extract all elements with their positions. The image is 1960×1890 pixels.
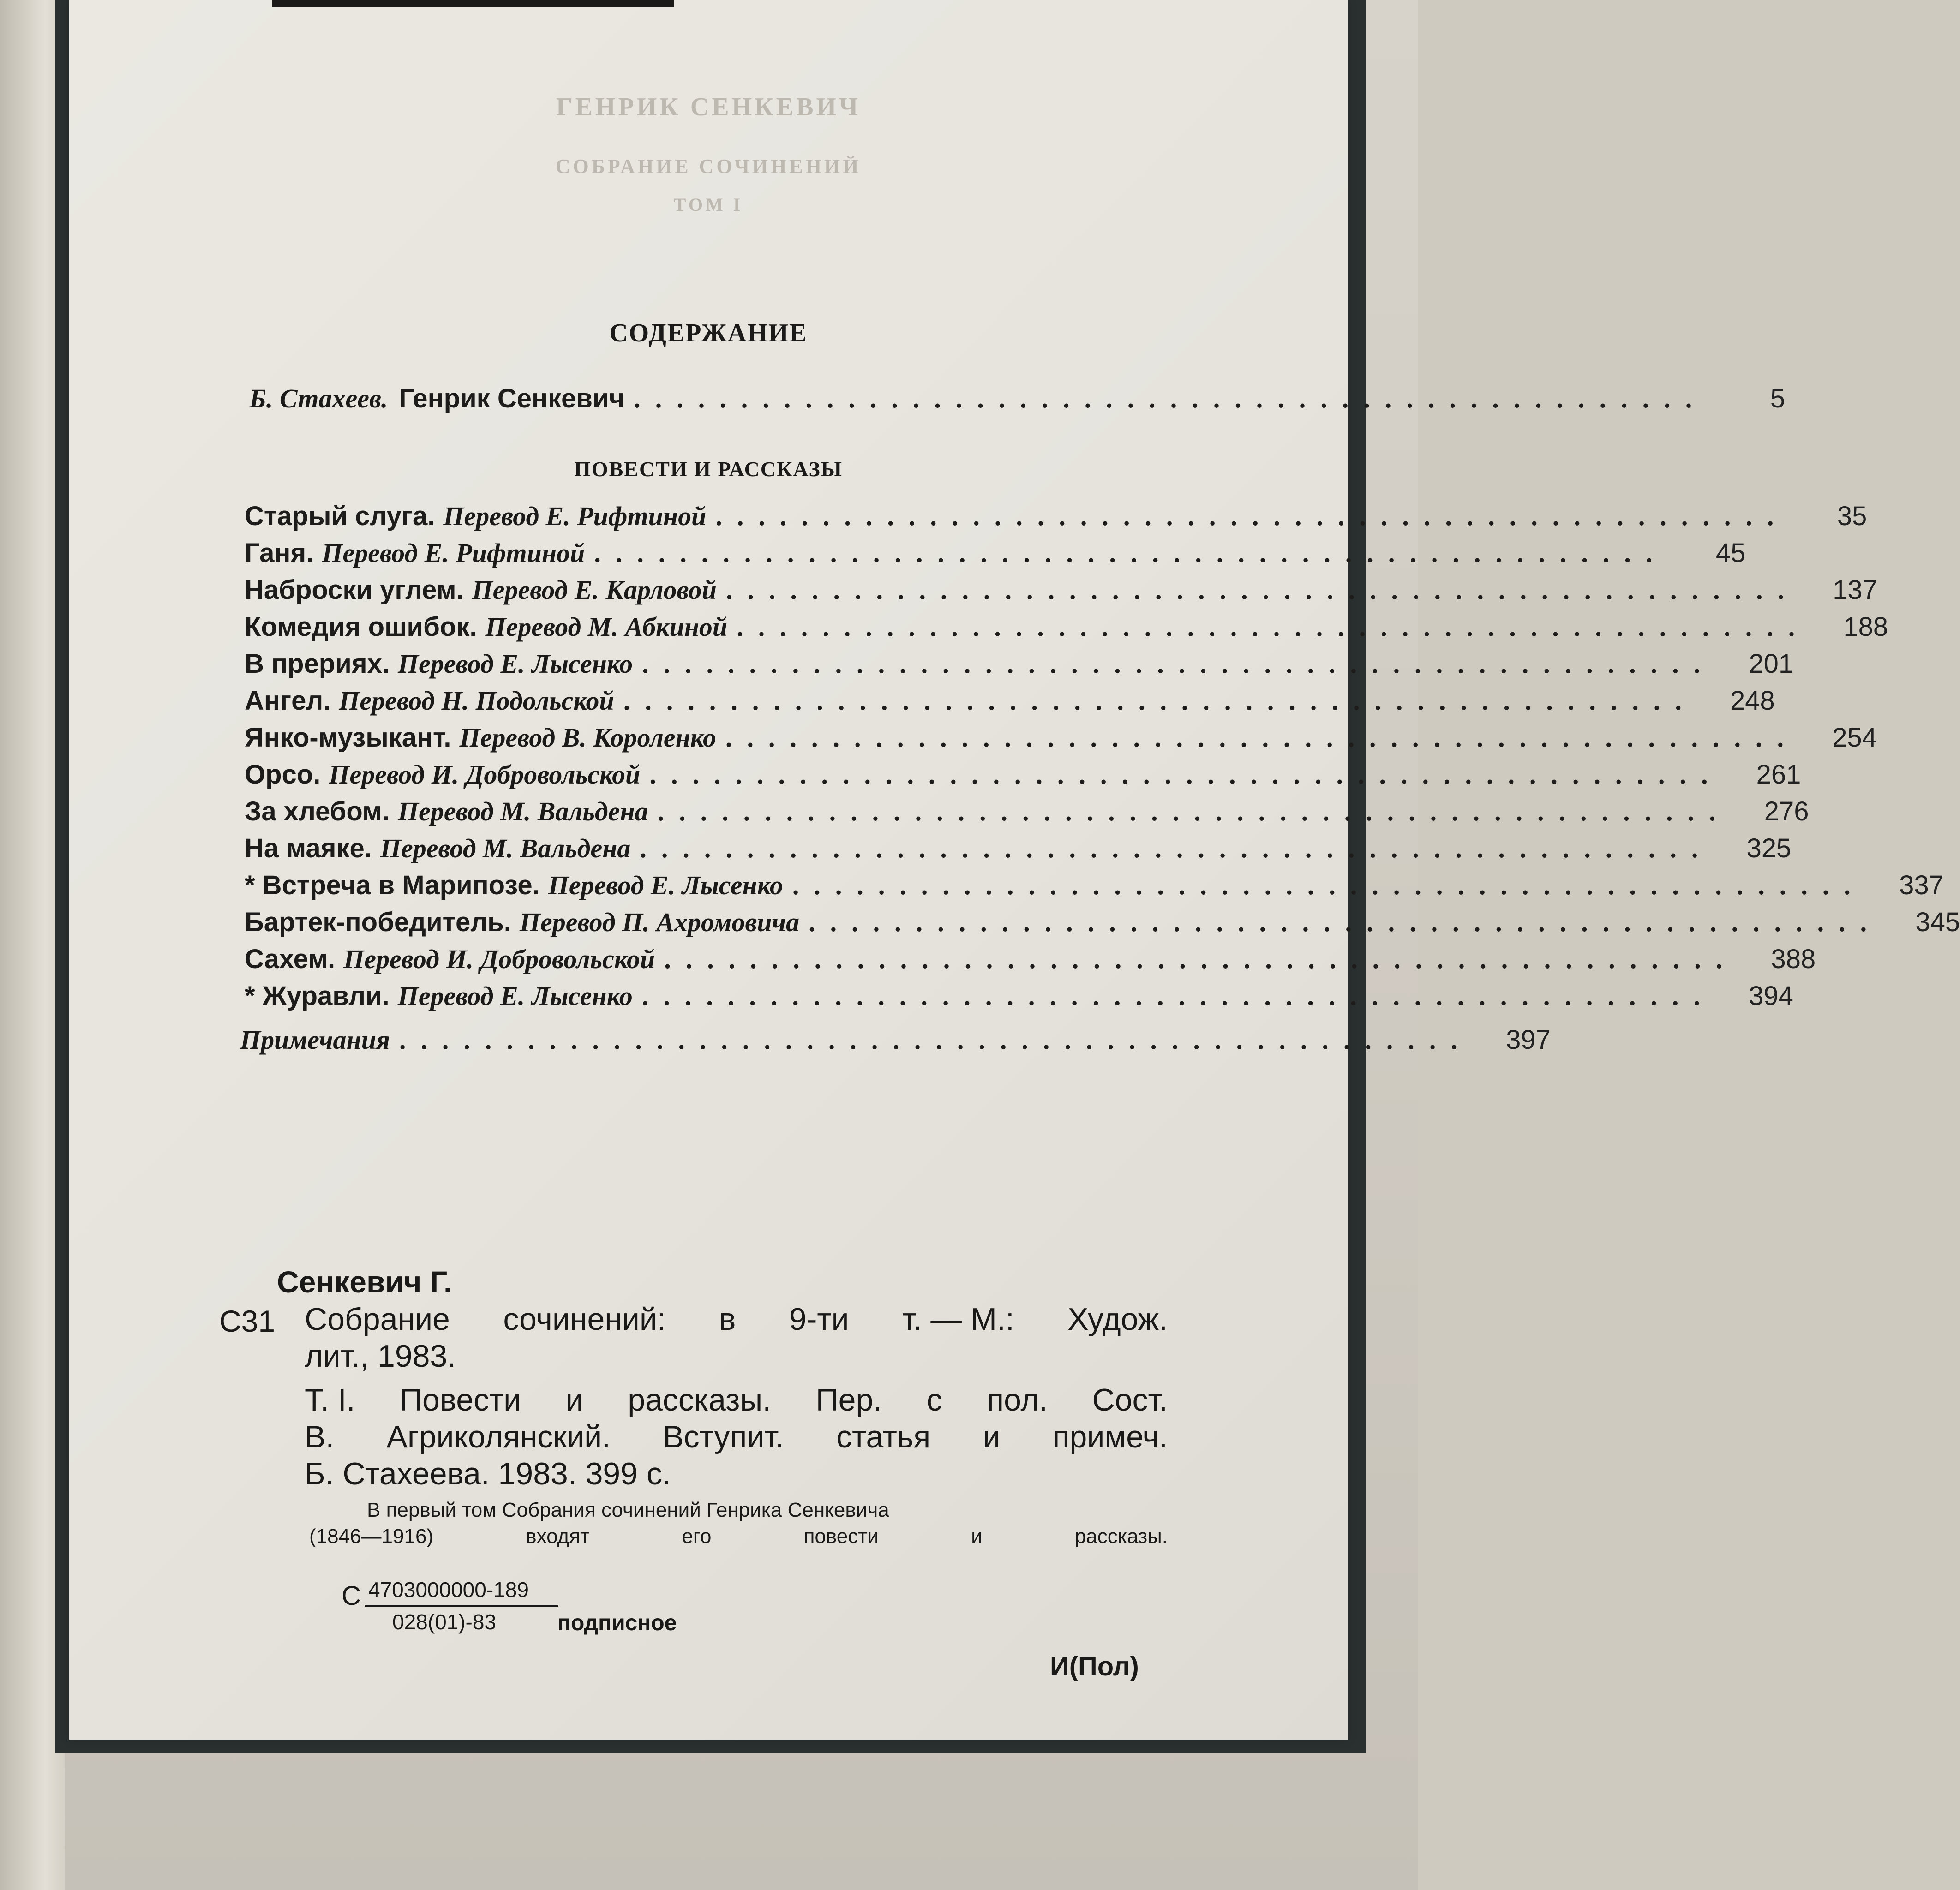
toc-item-title: Бартек-победитель.: [245, 907, 511, 937]
page-number: 45: [1715, 538, 1746, 568]
word: статья: [836, 1419, 931, 1454]
toc-item-title: * Журавли.: [245, 981, 390, 1011]
index-numerator: 4703000000-189: [368, 1578, 529, 1602]
word: его: [682, 1525, 712, 1548]
dot-leader: ..................................................: [641, 981, 1715, 1011]
dot-leader: ..................................................: [623, 686, 1696, 716]
subscription-label: подписное: [557, 1611, 677, 1635]
toc-item: [245, 833, 1792, 869]
page-number: 388: [1771, 944, 1816, 974]
page-number: 188: [1843, 612, 1888, 642]
fraction-rule: [365, 1605, 558, 1607]
word: Агриколянский.: [386, 1419, 611, 1454]
page-number: 137: [1833, 575, 1877, 605]
word: т. — М.:: [902, 1302, 1014, 1337]
toc-item-translator: Перевод Е. Лысенко: [548, 870, 783, 900]
word: Худож.: [1067, 1302, 1168, 1337]
toc-item: [245, 574, 1877, 610]
biblio-author: Сенкевич Г.: [277, 1265, 452, 1299]
book-page: [69, 0, 1960, 1740]
dot-leader: ..................................................: [399, 1025, 1472, 1055]
notes-label: Примечания: [240, 1025, 390, 1055]
toc-notes-row: [240, 1024, 1551, 1060]
page-number: 5: [1770, 383, 1786, 413]
word: Вступит.: [663, 1419, 784, 1454]
word: Пер.: [815, 1382, 882, 1418]
dot-leader: ..................................................: [640, 833, 1713, 863]
toc-item: [245, 685, 1775, 721]
page-number: 261: [1756, 760, 1801, 789]
word: и: [971, 1525, 983, 1548]
toc-item-title: Старый слуга.: [245, 501, 435, 531]
word: и: [983, 1419, 1001, 1454]
toc-item-title: Янко-музыкант.: [245, 723, 451, 753]
bleed-through-text: ГЕНРИК СЕНКЕВИЧ: [556, 93, 861, 121]
word: и: [565, 1382, 583, 1418]
toc-item: [245, 648, 1794, 684]
toc-item-translator: Перевод И. Добровольской: [329, 760, 641, 789]
page-number: 397: [1506, 1025, 1551, 1055]
toc-item: [245, 501, 1867, 537]
index-denominator: 028(01)-83: [392, 1610, 497, 1634]
toc-item-title: Ангел.: [245, 686, 331, 716]
left-page-edge: [0, 0, 65, 1890]
toc-item-title: Сахем.: [245, 944, 336, 974]
toc-item: [245, 722, 1877, 758]
dot-leader: ..................................................: [809, 907, 1882, 937]
word: входят: [526, 1525, 590, 1548]
bleed-through-text: ТОМ I: [673, 194, 743, 215]
dot-leader: ..................................................: [715, 501, 1789, 531]
toc-item-title: Ганя.: [245, 538, 314, 568]
toc-item-translator: Перевод Е. Рифтиной: [443, 501, 707, 531]
page-number: 254: [1832, 723, 1877, 753]
word: в: [719, 1302, 736, 1337]
page-number: 337: [1899, 870, 1944, 900]
toc-item-translator: Перевод М. Вальдена: [380, 833, 631, 863]
biblio-code: С31: [219, 1304, 276, 1338]
word: рассказы.: [1074, 1525, 1168, 1548]
word: В.: [305, 1419, 335, 1454]
biblio-line-3: [305, 1382, 1168, 1418]
toc-item: [245, 907, 1960, 943]
biblio-line-5: Б. Стахеева. 1983. 399 с.: [305, 1456, 671, 1491]
page-number: 394: [1749, 981, 1793, 1011]
toc-item: [245, 870, 1944, 906]
word: сочинений:: [503, 1302, 666, 1337]
toc-item: [245, 538, 1746, 574]
page-number: 345: [1915, 907, 1960, 937]
page-number: 35: [1837, 501, 1867, 531]
toc-item-title: На маяке.: [245, 833, 372, 863]
dot-leader: ..................................................: [664, 944, 1738, 974]
toc-item-title: За хлебом.: [245, 796, 390, 826]
annotation-line-2: [309, 1525, 1168, 1548]
contents-title: СОДЕРЖАНИЕ: [609, 319, 808, 347]
biblio-line-2: лит., 1983.: [305, 1339, 456, 1374]
page-number: 276: [1764, 796, 1809, 826]
dot-leader: ..................................................: [649, 760, 1723, 789]
toc-item-translator: Перевод М. Абкиной: [485, 612, 728, 642]
word: 9-ти: [789, 1302, 849, 1337]
dot-leader: ..................................................: [594, 538, 1667, 568]
dot-leader: ..................................................: [642, 649, 1715, 679]
intro-title: Генрик Сенкевич: [399, 383, 625, 413]
dot-leader: ..................................................: [725, 723, 1798, 753]
word: повести: [803, 1525, 879, 1548]
biblio-line-4: [305, 1419, 1168, 1455]
bleed-through-text: СОБРАНИЕ СОЧИНЕНИЙ: [555, 155, 862, 178]
word: Т. I.: [305, 1382, 355, 1418]
toc-item-title: Орсо.: [245, 760, 321, 789]
toc-item-title: В прериях.: [245, 649, 390, 679]
toc-item-title: * Встреча в Марипозе.: [245, 870, 540, 900]
dot-leader: ..................................................: [657, 796, 1731, 826]
toc-item-translator: Перевод Е. Лысенко: [397, 981, 633, 1011]
toc-item-translator: Перевод Н. Подольской: [339, 686, 614, 716]
top-rule: [272, 0, 674, 7]
word: пол.: [987, 1382, 1048, 1418]
language-code: И(Пол): [1050, 1651, 1139, 1681]
toc-item: [245, 796, 1809, 832]
toc-item-title: Наброски углем.: [245, 575, 464, 605]
toc-item-translator: Перевод М. Вальдена: [398, 796, 648, 826]
toc-item-translator: Перевод В. Короленко: [459, 723, 716, 753]
word: примеч.: [1052, 1419, 1168, 1454]
dot-leader: ..................................................: [634, 383, 1707, 413]
section-title: ПОВЕСТИ И РАССКАЗЫ: [574, 457, 843, 481]
annotation-line-1: В первый том Собрания сочинений Генрика Сенкевича: [367, 1499, 889, 1521]
toc-item: [245, 944, 1816, 980]
toc-item-translator: Перевод И. Добровольской: [343, 944, 655, 974]
toc-item-translator: Перевод П. Ахромовича: [519, 907, 800, 937]
index-letter: С: [342, 1581, 361, 1611]
dot-leader: ..................................................: [737, 612, 1810, 642]
word: (1846—1916): [309, 1525, 434, 1548]
toc-item: [245, 981, 1793, 1017]
word: Сост.: [1092, 1382, 1168, 1418]
word: Повести: [400, 1382, 521, 1418]
dot-leader: ..................................................: [725, 575, 1799, 605]
word: с: [926, 1382, 942, 1418]
page-number: 201: [1749, 649, 1794, 679]
toc-item: [245, 759, 1801, 795]
word: рассказы.: [628, 1382, 772, 1418]
page-number: 325: [1746, 833, 1792, 863]
toc-item-translator: Перевод Е. Рифтиной: [322, 538, 585, 568]
toc-item-translator: Перевод Е. Карловой: [472, 575, 717, 605]
toc-item-title: Комедия ошибок.: [245, 612, 477, 642]
toc-intro-row: [249, 383, 1786, 419]
page-number: 248: [1730, 686, 1775, 716]
dot-leader: ..................................................: [792, 870, 1865, 900]
toc-item: [245, 611, 1888, 647]
word: Собрание: [305, 1302, 450, 1337]
intro-author: Б. Стахеев.: [249, 383, 388, 413]
biblio-line-1: [305, 1301, 1168, 1337]
toc-item-translator: Перевод Е. Лысенко: [398, 649, 633, 679]
